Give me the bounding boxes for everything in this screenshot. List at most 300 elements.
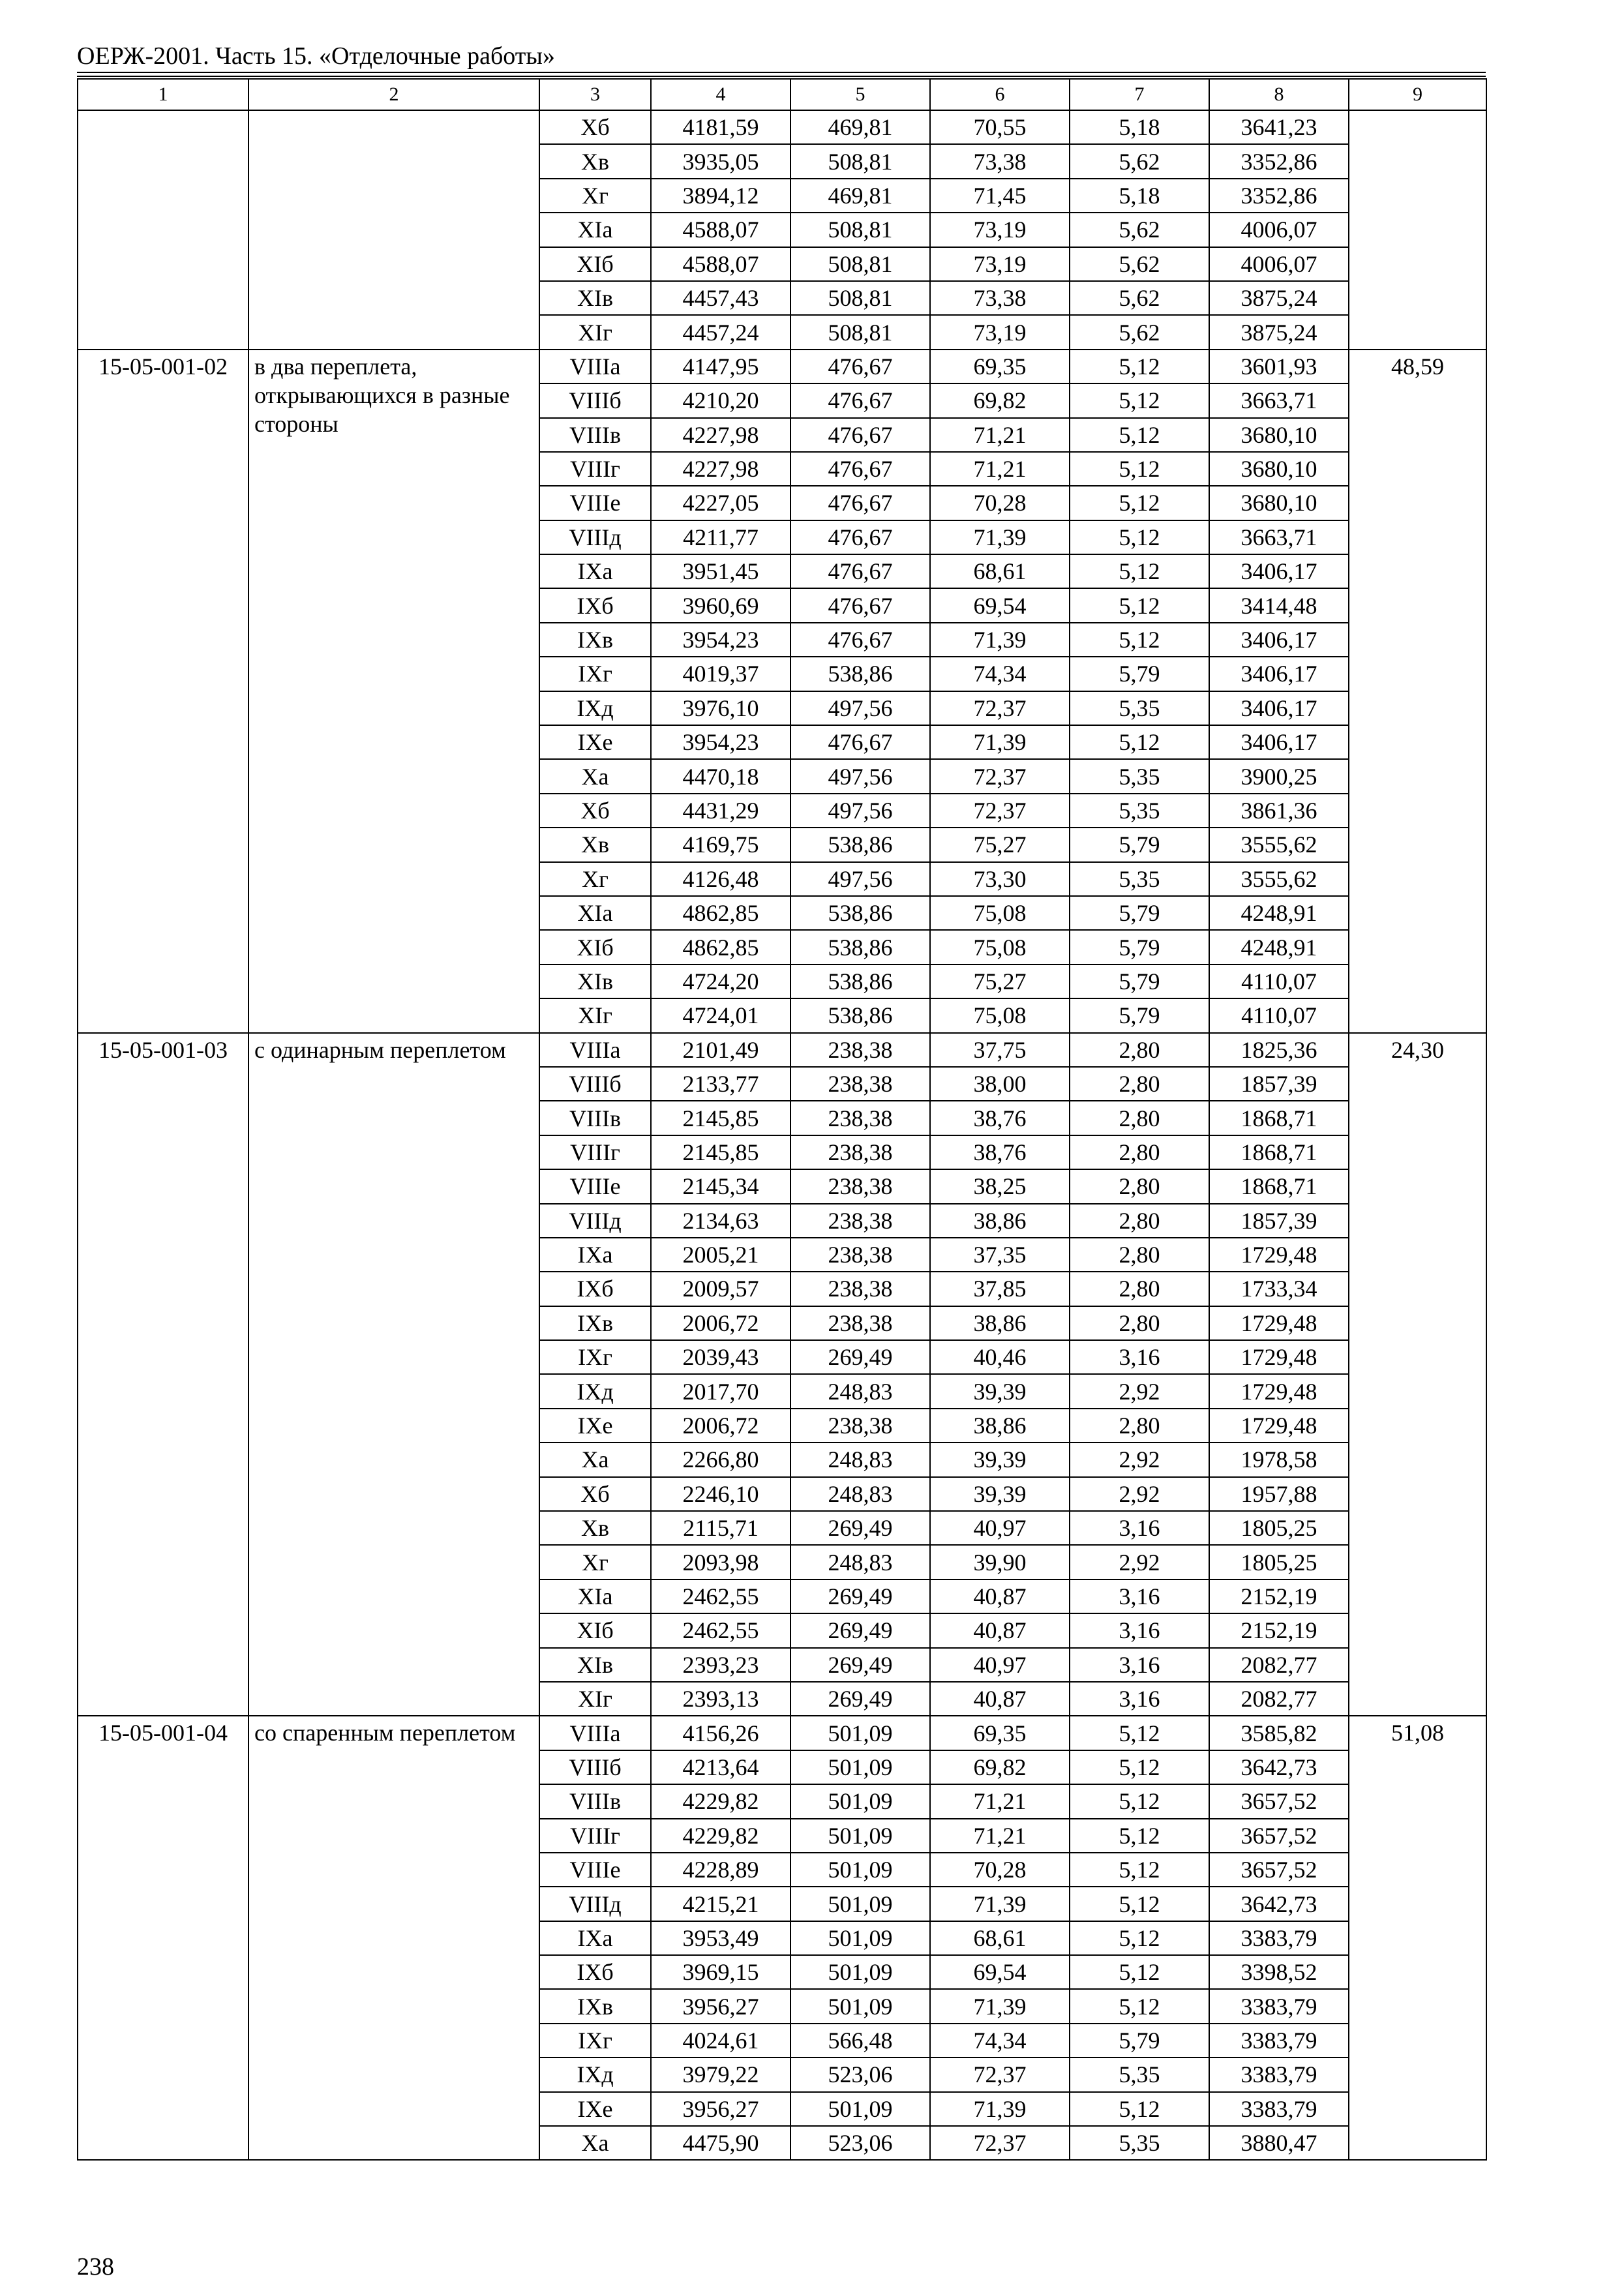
zone-cell: VIIIв <box>539 418 651 452</box>
zone-cell: VIIIе <box>539 1853 651 1887</box>
value-cell: 4215,21 <box>651 1887 790 1921</box>
zone-cell: VIIIб <box>539 1067 651 1101</box>
value-cell: 5,18 <box>1070 110 1209 144</box>
value-cell: 3954,23 <box>651 623 790 657</box>
value-cell: 73,19 <box>930 315 1070 349</box>
value-cell: 2134,63 <box>651 1204 790 1238</box>
zone-cell: VIIIг <box>539 1819 651 1853</box>
value-cell: 73,19 <box>930 247 1070 281</box>
zone-cell: ХIв <box>539 1648 651 1682</box>
value-cell: 2,80 <box>1070 1238 1209 1272</box>
value-cell: 4213,64 <box>651 1750 790 1784</box>
value-cell: 2145,85 <box>651 1101 790 1135</box>
value-cell: 3954,23 <box>651 725 790 759</box>
table-row <box>78 1716 1486 1750</box>
value-cell: 2,92 <box>1070 1477 1209 1511</box>
value-cell: 238,38 <box>790 1306 930 1340</box>
value-cell: 3,16 <box>1070 1682 1209 1716</box>
rate-description: в два переплета, открывающихся в разные стороны <box>248 350 539 1033</box>
zone-cell: VIIIг <box>539 1135 651 1169</box>
value-cell: 4181,59 <box>651 110 790 144</box>
table-body <box>78 110 1486 2160</box>
value-cell: 4006,07 <box>1209 247 1349 281</box>
value-cell: 4588,07 <box>651 213 790 247</box>
value-cell: 2,80 <box>1070 1272 1209 1306</box>
zone-cell: IХа <box>539 1238 651 1272</box>
value-cell: 2,80 <box>1070 1169 1209 1203</box>
value-cell: 1978,58 <box>1209 1443 1349 1476</box>
zone-cell: IХе <box>539 725 651 759</box>
value-cell: 269,49 <box>790 1579 930 1613</box>
value-cell: 476,67 <box>790 350 930 383</box>
value-cell: 1729,48 <box>1209 1409 1349 1443</box>
value-cell: 38,86 <box>930 1409 1070 1443</box>
value-cell: 3406,17 <box>1209 691 1349 725</box>
value-cell: 2152,19 <box>1209 1613 1349 1647</box>
value-cell: 4006,07 <box>1209 213 1349 247</box>
value-cell: 269,49 <box>790 1340 930 1374</box>
value-cell: 476,67 <box>790 486 930 520</box>
value-cell: 538,86 <box>790 998 930 1032</box>
zone-cell: ХIа <box>539 1579 651 1613</box>
value-cell: 5,35 <box>1070 691 1209 725</box>
value-cell: 3680,10 <box>1209 486 1349 520</box>
value-cell: 476,67 <box>790 623 930 657</box>
value-cell: 68,61 <box>930 1921 1070 1955</box>
value-cell: 4156,26 <box>651 1716 790 1750</box>
value-cell: 538,86 <box>790 657 930 691</box>
value-cell: 4475,90 <box>651 2126 790 2160</box>
value-cell: 238,38 <box>790 1033 930 1067</box>
value-cell: 269,49 <box>790 1648 930 1682</box>
value-cell: 5,12 <box>1070 1955 1209 1989</box>
value-cell: 72,37 <box>930 759 1070 793</box>
table-row <box>78 1033 1486 1067</box>
value-cell: 71,21 <box>930 418 1070 452</box>
value-cell: 3383,79 <box>1209 1989 1349 2023</box>
value-cell: 4227,98 <box>651 452 790 486</box>
zone-cell: IХб <box>539 588 651 622</box>
value-cell: 3969,15 <box>651 1955 790 1989</box>
value-cell: 39,90 <box>930 1545 1070 1579</box>
rate-column-9: 24,30 <box>1349 1033 1486 1716</box>
value-cell: 3900,25 <box>1209 759 1349 793</box>
value-cell: 501,09 <box>790 1887 930 1921</box>
zone-cell: Хв <box>539 144 651 178</box>
value-cell: 39,39 <box>930 1477 1070 1511</box>
value-cell: 70,55 <box>930 110 1070 144</box>
value-cell: 3861,36 <box>1209 794 1349 828</box>
value-cell: 469,81 <box>790 110 930 144</box>
value-cell: 3960,69 <box>651 588 790 622</box>
value-cell: 4210,20 <box>651 383 790 417</box>
value-cell: 1729,48 <box>1209 1306 1349 1340</box>
value-cell: 538,86 <box>790 828 930 861</box>
zone-cell: ХIв <box>539 965 651 998</box>
page-header: ОЕРЖ-2001. Часть 15. «Отделочные работы» <box>77 42 555 70</box>
rate-code: 15-05-001-04 <box>78 1716 248 2160</box>
value-cell: 2,80 <box>1070 1135 1209 1169</box>
value-cell: 4724,01 <box>651 998 790 1032</box>
value-cell: 269,49 <box>790 1613 930 1647</box>
rate-column-9: 51,08 <box>1349 1716 1486 2160</box>
value-cell: 5,12 <box>1070 1819 1209 1853</box>
value-cell: 39,39 <box>930 1374 1070 1408</box>
value-cell: 238,38 <box>790 1272 930 1306</box>
value-cell: 1733,34 <box>1209 1272 1349 1306</box>
value-cell: 2393,23 <box>651 1648 790 1682</box>
value-cell: 3406,17 <box>1209 554 1349 588</box>
value-cell: 1857,39 <box>1209 1067 1349 1101</box>
value-cell: 75,27 <box>930 965 1070 998</box>
value-cell: 5,79 <box>1070 998 1209 1032</box>
value-cell: 538,86 <box>790 965 930 998</box>
zone-cell: VIIIе <box>539 1169 651 1203</box>
zone-cell: VIIIв <box>539 1784 651 1818</box>
value-cell: 71,39 <box>930 623 1070 657</box>
zone-cell: Ха <box>539 2126 651 2160</box>
value-cell: 3663,71 <box>1209 383 1349 417</box>
value-cell: 40,97 <box>930 1648 1070 1682</box>
value-cell: 72,37 <box>930 2057 1070 2091</box>
value-cell: 269,49 <box>790 1682 930 1716</box>
value-cell: 69,82 <box>930 1750 1070 1784</box>
value-cell: 3555,62 <box>1209 862 1349 896</box>
value-cell: 248,83 <box>790 1477 930 1511</box>
value-cell: 1805,25 <box>1209 1511 1349 1545</box>
value-cell: 2006,72 <box>651 1306 790 1340</box>
header-rule-top <box>77 72 1486 73</box>
value-cell: 5,79 <box>1070 896 1209 930</box>
value-cell: 5,35 <box>1070 862 1209 896</box>
value-cell: 5,12 <box>1070 1784 1209 1818</box>
value-cell: 3383,79 <box>1209 2024 1349 2057</box>
value-cell: 4110,07 <box>1209 998 1349 1032</box>
value-cell: 5,79 <box>1070 828 1209 861</box>
value-cell: 1825,36 <box>1209 1033 1349 1067</box>
value-cell: 73,38 <box>930 281 1070 315</box>
value-cell: 71,39 <box>930 725 1070 759</box>
value-cell: 69,82 <box>930 383 1070 417</box>
value-cell: 523,06 <box>790 2126 930 2160</box>
value-cell: 3,16 <box>1070 1648 1209 1682</box>
value-cell: 501,09 <box>790 1750 930 1784</box>
value-cell: 3383,79 <box>1209 2092 1349 2126</box>
zone-cell: IХа <box>539 1921 651 1955</box>
value-cell: 476,67 <box>790 588 930 622</box>
value-cell: 501,09 <box>790 1921 930 1955</box>
value-cell: 3555,62 <box>1209 828 1349 861</box>
value-cell: 3406,17 <box>1209 725 1349 759</box>
zone-cell: ХIг <box>539 1682 651 1716</box>
value-cell: 71,21 <box>930 452 1070 486</box>
value-cell: 3875,24 <box>1209 315 1349 349</box>
value-cell: 5,18 <box>1070 179 1209 213</box>
value-cell: 2152,19 <box>1209 1579 1349 1613</box>
value-cell: 476,67 <box>790 520 930 554</box>
column-number: 7 <box>1070 79 1209 110</box>
value-cell: 71,21 <box>930 1784 1070 1818</box>
zone-cell: Хб <box>539 794 651 828</box>
value-cell: 269,49 <box>790 1511 930 1545</box>
value-cell: 3657,52 <box>1209 1784 1349 1818</box>
value-cell: 2246,10 <box>651 1477 790 1511</box>
value-cell: 1868,71 <box>1209 1169 1349 1203</box>
value-cell: 5,35 <box>1070 759 1209 793</box>
zone-cell: IХд <box>539 1374 651 1408</box>
zone-cell: IХб <box>539 1272 651 1306</box>
value-cell: 3880,47 <box>1209 2126 1349 2160</box>
value-cell: 37,85 <box>930 1272 1070 1306</box>
value-cell: 38,00 <box>930 1067 1070 1101</box>
value-cell: 68,61 <box>930 554 1070 588</box>
value-cell: 1805,25 <box>1209 1545 1349 1579</box>
value-cell: 3383,79 <box>1209 1921 1349 1955</box>
value-cell: 238,38 <box>790 1409 930 1443</box>
value-cell: 248,83 <box>790 1443 930 1476</box>
value-cell: 73,30 <box>930 862 1070 896</box>
value-cell: 497,56 <box>790 794 930 828</box>
value-cell: 2009,57 <box>651 1272 790 1306</box>
value-cell: 2266,80 <box>651 1443 790 1476</box>
value-cell: 70,28 <box>930 1853 1070 1887</box>
value-cell: 4147,95 <box>651 350 790 383</box>
value-cell: 2,80 <box>1070 1033 1209 1067</box>
value-cell: 5,12 <box>1070 486 1209 520</box>
value-cell: 3,16 <box>1070 1613 1209 1647</box>
value-cell: 71,45 <box>930 179 1070 213</box>
value-cell: 74,34 <box>930 657 1070 691</box>
value-cell: 5,12 <box>1070 1716 1209 1750</box>
value-cell: 5,35 <box>1070 2057 1209 2091</box>
value-cell: 476,67 <box>790 383 930 417</box>
value-cell: 69,54 <box>930 588 1070 622</box>
value-cell: 1857,39 <box>1209 1204 1349 1238</box>
value-cell: 5,12 <box>1070 350 1209 383</box>
value-cell: 40,87 <box>930 1579 1070 1613</box>
value-cell: 3642,73 <box>1209 1887 1349 1921</box>
column-number-row <box>78 79 1486 110</box>
rate-description <box>248 110 539 350</box>
zone-cell: IХд <box>539 2057 651 2091</box>
value-cell: 5,35 <box>1070 794 1209 828</box>
value-cell: 248,83 <box>790 1374 930 1408</box>
value-cell: 5,35 <box>1070 2126 1209 2160</box>
value-cell: 566,48 <box>790 2024 930 2057</box>
value-cell: 4248,91 <box>1209 896 1349 930</box>
zone-cell: VIIIб <box>539 1750 651 1784</box>
value-cell: 3657,52 <box>1209 1853 1349 1887</box>
column-number: 9 <box>1349 79 1486 110</box>
value-cell: 3875,24 <box>1209 281 1349 315</box>
value-cell: 3953,49 <box>651 1921 790 1955</box>
value-cell: 3398,52 <box>1209 1955 1349 1989</box>
value-cell: 2006,72 <box>651 1409 790 1443</box>
value-cell: 5,62 <box>1070 247 1209 281</box>
value-cell: 523,06 <box>790 2057 930 2091</box>
zone-cell: IХд <box>539 691 651 725</box>
value-cell: 2039,43 <box>651 1340 790 1374</box>
value-cell: 5,12 <box>1070 520 1209 554</box>
rate-column-9 <box>1349 110 1486 350</box>
value-cell: 5,62 <box>1070 144 1209 178</box>
value-cell: 1868,71 <box>1209 1135 1349 1169</box>
zone-cell: ХIб <box>539 247 651 281</box>
value-cell: 3951,45 <box>651 554 790 588</box>
value-cell: 538,86 <box>790 930 930 964</box>
zone-cell: ХIб <box>539 1613 651 1647</box>
value-cell: 5,12 <box>1070 418 1209 452</box>
value-cell: 3414,48 <box>1209 588 1349 622</box>
value-cell: 5,12 <box>1070 725 1209 759</box>
value-cell: 71,21 <box>930 1819 1070 1853</box>
value-cell: 501,09 <box>790 1784 930 1818</box>
value-cell: 3935,05 <box>651 144 790 178</box>
value-cell: 73,38 <box>930 144 1070 178</box>
value-cell: 5,62 <box>1070 315 1209 349</box>
value-cell: 3406,17 <box>1209 623 1349 657</box>
value-cell: 71,39 <box>930 520 1070 554</box>
value-cell: 5,12 <box>1070 554 1209 588</box>
value-cell: 476,67 <box>790 452 930 486</box>
value-cell: 5,62 <box>1070 281 1209 315</box>
value-cell: 4470,18 <box>651 759 790 793</box>
value-cell: 2,92 <box>1070 1443 1209 1476</box>
header-rule-bottom <box>77 76 1486 77</box>
value-cell: 3,16 <box>1070 1579 1209 1613</box>
zone-cell: ХIв <box>539 281 651 315</box>
value-cell: 40,97 <box>930 1511 1070 1545</box>
value-cell: 5,12 <box>1070 588 1209 622</box>
value-cell: 2393,13 <box>651 1682 790 1716</box>
value-cell: 75,27 <box>930 828 1070 861</box>
value-cell: 3601,93 <box>1209 350 1349 383</box>
zone-cell: Хг <box>539 179 651 213</box>
rate-column-9: 48,59 <box>1349 350 1486 1033</box>
zone-cell: VIIIд <box>539 1887 651 1921</box>
value-cell: 2017,70 <box>651 1374 790 1408</box>
zone-cell: ХIб <box>539 930 651 964</box>
value-cell: 4862,85 <box>651 930 790 964</box>
value-cell: 2145,34 <box>651 1169 790 1203</box>
value-cell: 4862,85 <box>651 896 790 930</box>
value-cell: 3956,27 <box>651 1989 790 2023</box>
value-cell: 501,09 <box>790 1716 930 1750</box>
value-cell: 2145,85 <box>651 1135 790 1169</box>
value-cell: 1729,48 <box>1209 1374 1349 1408</box>
rate-description: с одинарным переплетом <box>248 1033 539 1716</box>
value-cell: 2,92 <box>1070 1374 1209 1408</box>
value-cell: 1729,48 <box>1209 1238 1349 1272</box>
value-cell: 238,38 <box>790 1135 930 1169</box>
value-cell: 5,79 <box>1070 930 1209 964</box>
value-cell: 3383,79 <box>1209 2057 1349 2091</box>
value-cell: 38,76 <box>930 1135 1070 1169</box>
value-cell: 69,35 <box>930 1716 1070 1750</box>
value-cell: 38,86 <box>930 1306 1070 1340</box>
value-cell: 508,81 <box>790 247 930 281</box>
column-number: 1 <box>78 79 248 110</box>
zone-cell: Хг <box>539 1545 651 1579</box>
value-cell: 37,35 <box>930 1238 1070 1272</box>
zone-cell: IХб <box>539 1955 651 1989</box>
value-cell: 508,81 <box>790 315 930 349</box>
value-cell: 2,80 <box>1070 1101 1209 1135</box>
value-cell: 4457,24 <box>651 315 790 349</box>
value-cell: 5,62 <box>1070 213 1209 247</box>
value-cell: 2462,55 <box>651 1579 790 1613</box>
value-cell: 3979,22 <box>651 2057 790 2091</box>
zone-cell: Ха <box>539 1443 651 1476</box>
zone-cell: VIIIд <box>539 1204 651 1238</box>
value-cell: 4588,07 <box>651 247 790 281</box>
value-cell: 2093,98 <box>651 1545 790 1579</box>
value-cell: 2115,71 <box>651 1511 790 1545</box>
value-cell: 4019,37 <box>651 657 790 691</box>
zone-cell: IХг <box>539 1340 651 1374</box>
value-cell: 501,09 <box>790 1955 930 1989</box>
value-cell: 476,67 <box>790 554 930 588</box>
zone-cell: ХIг <box>539 315 651 349</box>
value-cell: 75,08 <box>930 930 1070 964</box>
zone-cell: Ха <box>539 759 651 793</box>
value-cell: 1729,48 <box>1209 1340 1349 1374</box>
value-cell: 2005,21 <box>651 1238 790 1272</box>
value-cell: 2,80 <box>1070 1067 1209 1101</box>
value-cell: 4457,43 <box>651 281 790 315</box>
zone-cell: ХIг <box>539 998 651 1032</box>
value-cell: 72,37 <box>930 2126 1070 2160</box>
column-number: 4 <box>651 79 790 110</box>
value-cell: 3641,23 <box>1209 110 1349 144</box>
value-cell: 3663,71 <box>1209 520 1349 554</box>
zone-cell: VIIIа <box>539 1033 651 1067</box>
value-cell: 4126,48 <box>651 862 790 896</box>
value-cell: 4024,61 <box>651 2024 790 2057</box>
value-cell: 2133,77 <box>651 1067 790 1101</box>
value-cell: 4227,98 <box>651 418 790 452</box>
value-cell: 75,08 <box>930 998 1070 1032</box>
zone-cell: Хг <box>539 862 651 896</box>
value-cell: 3,16 <box>1070 1511 1209 1545</box>
zone-cell: VIIIд <box>539 520 651 554</box>
value-cell: 3657,52 <box>1209 1819 1349 1853</box>
value-cell: 4229,82 <box>651 1784 790 1818</box>
value-cell: 2082,77 <box>1209 1682 1349 1716</box>
value-cell: 508,81 <box>790 144 930 178</box>
table-row <box>78 350 1486 383</box>
value-cell: 469,81 <box>790 179 930 213</box>
page-number: 238 <box>77 2253 114 2281</box>
zone-cell: VIIIв <box>539 1101 651 1135</box>
value-cell: 5,12 <box>1070 2092 1209 2126</box>
column-number: 2 <box>248 79 539 110</box>
value-cell: 40,87 <box>930 1682 1070 1716</box>
value-cell: 3,16 <box>1070 1340 1209 1374</box>
value-cell: 497,56 <box>790 759 930 793</box>
value-cell: 70,28 <box>930 486 1070 520</box>
value-cell: 72,37 <box>930 794 1070 828</box>
value-cell: 3352,86 <box>1209 144 1349 178</box>
rate-code <box>78 110 248 350</box>
column-number: 5 <box>790 79 930 110</box>
value-cell: 508,81 <box>790 213 930 247</box>
value-cell: 3680,10 <box>1209 452 1349 486</box>
value-cell: 38,76 <box>930 1101 1070 1135</box>
table-row <box>78 110 1486 144</box>
value-cell: 5,79 <box>1070 2024 1209 2057</box>
value-cell: 39,39 <box>930 1443 1070 1476</box>
